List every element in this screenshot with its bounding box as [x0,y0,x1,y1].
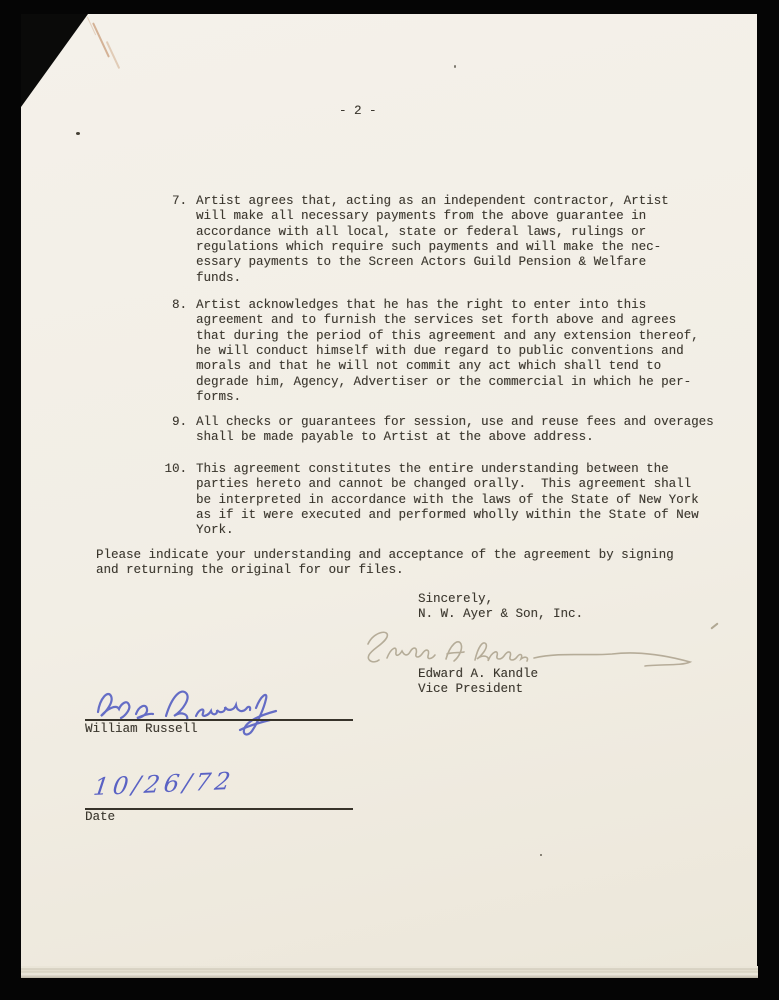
clause-7 [164,194,669,286]
pencil-mark [710,622,718,629]
paper-speck [454,65,456,68]
folded-corner [21,14,116,109]
date-label: Date [85,810,116,824]
clause-number: 8. [171,298,187,312]
signer-typed-name: Edward A. Kandle [418,667,539,681]
clause-10 [164,462,699,539]
closing-paragraph: Please indicate your understanding and acceptance of the agreement by signing and returning the original for our files. [96,548,674,578]
page-bottom-edge [21,966,758,978]
artist-typed-name: William Russell [85,722,198,736]
date-handwritten: 10/26/72 [91,766,237,802]
paper [21,14,757,966]
signature-line [85,719,353,721]
clause-text: All checks or guarantees for session, use and reuse fees and overages shall be made payable to Artist at the above address. [196,415,714,445]
clause-8 [164,298,699,405]
signer-typed-title: Vice President [418,682,524,697]
clause-number: 10. [164,462,187,476]
clause-number: 7. [171,194,187,208]
paper-speck [76,132,80,135]
clause-number: 9. [171,415,187,429]
valediction [418,592,583,623]
paper-speck [540,854,542,856]
company-name: N. W. Ayer & Son, Inc. [418,607,584,622]
signer-typed-block [418,667,538,698]
page-number: - 2 - [339,104,377,118]
clause-text: This agreement constitutes the entire understanding between the parties hereto and cannot be changed orally. This agreement shall be interpreted in accordance with the laws of the State of New York as if it were executed and performed wholly within the State of New York. [196,462,699,538]
salutation: Sincerely, [418,592,494,606]
clause-9 [164,415,714,446]
date-line [85,808,353,810]
clause-text: Artist agrees that, acting as an independent contractor, Artist will make all necessary payments from the above guarantee in accordance with all local, state or federal laws, rulings or regulations which require such payments and will make the nec- essary payments to the Screen Actors Guild Pension & Welfare funds. [196,194,669,285]
clause-text: Artist acknowledges that he has the right to enter into this agreement and to furnish the services set forth above and agrees that during the period of this agreement and any extension thereof, he will conduct himself with due regard to public conventions and morals and that he will not commit any act which shall tend to degrade him, Agency, Advertiser or the commercial in which he per- forms. [196,298,699,405]
